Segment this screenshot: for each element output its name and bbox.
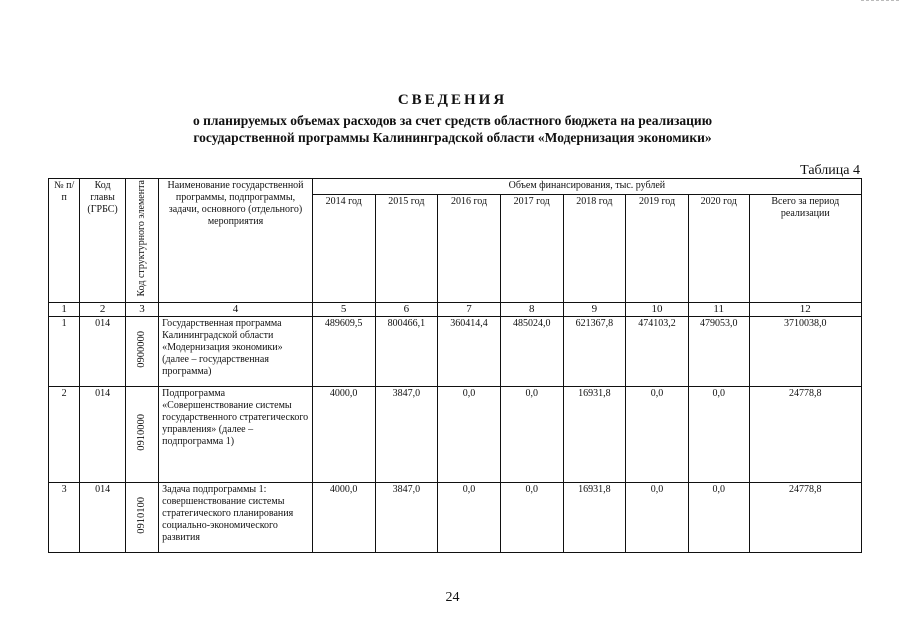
row-struct-code xyxy=(125,482,158,552)
row-value: 3847,0 xyxy=(375,482,438,552)
row-value: 621367,8 xyxy=(563,316,626,386)
header-head-code: Код главы (ГРБС) xyxy=(80,179,125,303)
header-struct-code xyxy=(125,179,158,303)
row-value: 474103,2 xyxy=(626,316,689,386)
header-year: 2014 год xyxy=(312,194,375,302)
row-value: 360414,4 xyxy=(438,316,501,386)
row-head-code: 014 xyxy=(80,386,125,482)
column-number: 7 xyxy=(438,302,501,316)
column-number: 11 xyxy=(688,302,749,316)
row-value: 4000,0 xyxy=(312,386,375,482)
table-label: Таблица 4 xyxy=(800,163,860,178)
document-subtitle-line-1: о планируемых объемах расходов за счет средств областного бюджета на реализацию xyxy=(192,113,713,128)
document-title: СВЕДЕНИЯ xyxy=(397,92,508,108)
row-num: 3 xyxy=(49,482,80,552)
column-number: 3 xyxy=(125,302,158,316)
table-row xyxy=(49,482,862,552)
row-name: Задача подпрограммы 1: совершенствование системы стратегического планирования социально-экономического развития xyxy=(159,482,313,552)
row-struct-code-text: 0910100 xyxy=(135,496,147,534)
row-struct-code-text: 0910000 xyxy=(135,413,147,451)
table-row xyxy=(49,386,862,482)
row-value: 16931,8 xyxy=(563,482,626,552)
column-number: 12 xyxy=(749,302,861,316)
row-value: 800466,1 xyxy=(375,316,438,386)
column-number: 1 xyxy=(49,302,80,316)
row-value: 0,0 xyxy=(626,482,689,552)
row-total: 24778,8 xyxy=(749,482,861,552)
row-struct-code xyxy=(125,316,158,386)
budget-table xyxy=(48,178,862,553)
row-value: 0,0 xyxy=(688,482,749,552)
row-value: 4000,0 xyxy=(312,482,375,552)
header-year: 2018 год xyxy=(563,194,626,302)
header-name: Наименование государственной программы, подпрограммы, задачи, основного (отдельного) мероприятия xyxy=(159,179,313,303)
header-year: 2016 год xyxy=(438,194,501,302)
column-number-row xyxy=(49,302,862,316)
row-struct-code-text: 0900000 xyxy=(135,330,147,368)
column-number: 9 xyxy=(563,302,626,316)
row-value: 16931,8 xyxy=(563,386,626,482)
row-value: 479053,0 xyxy=(688,316,749,386)
row-value: 0,0 xyxy=(688,386,749,482)
header-num: № п/п xyxy=(49,179,80,303)
table-row xyxy=(49,316,862,386)
row-num: 2 xyxy=(49,386,80,482)
row-total: 3710038,0 xyxy=(749,316,861,386)
row-value: 0,0 xyxy=(500,482,563,552)
header-year: 2017 год xyxy=(500,194,563,302)
document-subtitle-line-2: государственной программы Калининградской области «Модернизация экономики» xyxy=(193,130,712,145)
header-year: 2020 год xyxy=(688,194,749,302)
row-value: 0,0 xyxy=(626,386,689,482)
row-num: 1 xyxy=(49,316,80,386)
row-value: 0,0 xyxy=(438,482,501,552)
header-funding: Объем финансирования, тыс. рублей xyxy=(312,179,861,195)
header-total: Всего за период реализации xyxy=(749,194,861,302)
row-head-code: 014 xyxy=(80,482,125,552)
row-value: 485024,0 xyxy=(500,316,563,386)
column-number: 4 xyxy=(159,302,313,316)
column-number: 2 xyxy=(80,302,125,316)
page-number: 24 xyxy=(445,590,460,605)
row-value: 0,0 xyxy=(438,386,501,482)
row-name: Государственная программа Калининградской области «Модернизация экономики» (далее – государственная программа) xyxy=(159,316,313,386)
header-year: 2019 год xyxy=(626,194,689,302)
column-number: 5 xyxy=(312,302,375,316)
column-number: 8 xyxy=(500,302,563,316)
column-number: 6 xyxy=(375,302,438,316)
scan-edge-mark xyxy=(861,0,899,1)
row-value: 3847,0 xyxy=(375,386,438,482)
row-name: Подпрограмма «Совершенствование системы государственного стратегического управления» (далее – подпрограмма 1) xyxy=(159,386,313,482)
column-number: 10 xyxy=(626,302,689,316)
row-struct-code xyxy=(125,386,158,482)
row-head-code: 014 xyxy=(80,316,125,386)
header-year: 2015 год xyxy=(375,194,438,302)
row-total: 24778,8 xyxy=(749,386,861,482)
row-value: 489609,5 xyxy=(312,316,375,386)
header-struct-code-text: Код структурного элемента xyxy=(135,180,147,297)
row-value: 0,0 xyxy=(500,386,563,482)
